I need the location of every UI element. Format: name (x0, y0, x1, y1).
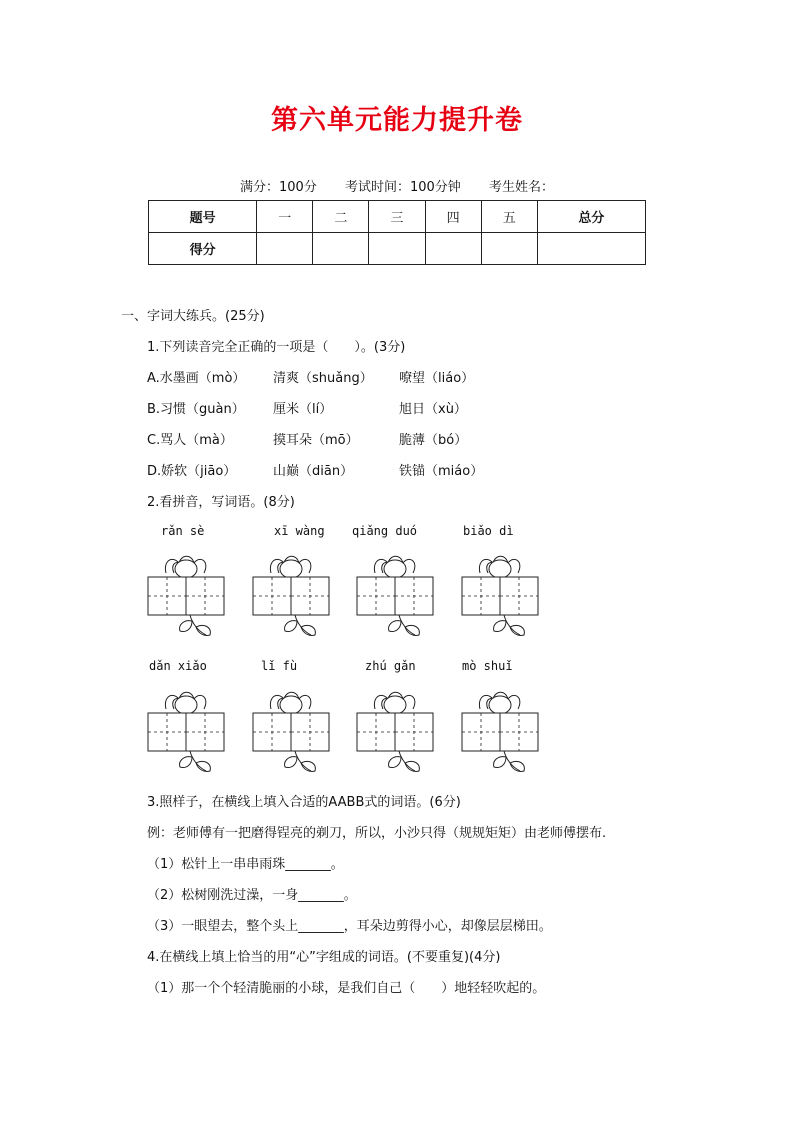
pinyin-label: biǎo dì (463, 524, 514, 538)
exam-info (0, 176, 794, 195)
option-a-3: 嘹望（liáo） (399, 371, 475, 386)
option-d-2: 山巅（diān） (273, 464, 354, 479)
pinyin-label: qiǎng duó (352, 524, 418, 538)
score-input-cell[interactable] (537, 233, 645, 265)
writing-box-flower[interactable] (146, 547, 226, 642)
option-c-1: C.骂人（mà） (147, 433, 233, 448)
option-b-1: B.习惯（guàn） (147, 402, 245, 417)
score-cell: 得分 (149, 233, 257, 265)
fill-blank-item[interactable]: （1）那一个个轻清脆丽的小球，是我们自己（ ）地轻轻吹起的。 (147, 981, 546, 996)
pinyin-label: xī wàng (274, 524, 325, 538)
score-cell: 一 (257, 201, 313, 233)
score-input-cell[interactable] (257, 233, 313, 265)
writing-box-flower[interactable] (355, 683, 435, 778)
option-c-2: 摸耳朵（mō） (273, 433, 359, 448)
writing-box-flower[interactable] (251, 683, 331, 778)
score-table-score-row (149, 233, 646, 265)
writing-box-flower[interactable] (251, 547, 331, 642)
option-b-2: 厘米（lí） (273, 402, 333, 417)
page-title: 第六单元能力提升卷 (271, 105, 523, 136)
pinyin-label: zhú gǎn (365, 659, 416, 673)
example-sentence: 例：老师傅有一把磨得锃亮的剃刀，所以，小沙只得（规规矩矩）由老师傅摆布. (147, 826, 607, 841)
question-prompt: 3.照样子，在横线上填入合适的AABB式的词语。(6分) (147, 795, 461, 810)
fill-blank-item[interactable]: （3）一眼望去，整个头上_______，耳朵边剪得小心，却像层层梯田。 (147, 919, 552, 934)
option-d-1: D.娇软（jiāo） (147, 464, 237, 479)
score-cell: 二 (313, 201, 369, 233)
student-name-label: 考生姓名： (488, 180, 554, 195)
pinyin-label: dǎn xiǎo (149, 659, 207, 673)
pinyin-label: mò shuǐ (462, 659, 513, 673)
writing-box-flower[interactable] (355, 547, 435, 642)
pinyin-label: rǎn sè (161, 524, 205, 538)
score-table-header-row (149, 201, 646, 233)
writing-box-flower[interactable] (146, 683, 226, 778)
option-c-3: 脆薄（bó） (399, 433, 468, 448)
fill-blank-item[interactable]: （2）松树刚洗过澡，一身_______。 (147, 888, 357, 903)
section-heading: 一、字词大练兵。(25分) (121, 309, 265, 324)
score-input-cell[interactable] (313, 233, 369, 265)
full-score: 满分：100分 (240, 180, 317, 195)
score-cell: 四 (425, 201, 481, 233)
writing-box-flower[interactable] (460, 547, 540, 642)
option-b-3: 旭日（xù） (399, 402, 467, 417)
exam-time: 考试时间：100分钟 (344, 180, 461, 195)
score-cell: 五 (481, 201, 537, 233)
pinyin-label: lǐ fù (261, 659, 298, 673)
question-prompt: 2.看拼音，写词语。(8分) (147, 495, 295, 510)
fill-blank-item[interactable]: （1）松针上一串串雨珠_______。 (147, 857, 344, 872)
writing-box-flower[interactable] (460, 683, 540, 778)
score-input-cell[interactable] (481, 233, 537, 265)
score-input-cell[interactable] (369, 233, 425, 265)
score-input-cell[interactable] (425, 233, 481, 265)
score-table (148, 200, 646, 265)
option-a-1: A.水墨画（mò） (147, 371, 246, 386)
question-prompt: 4.在横线上填上恰当的用“心”字组成的词语。(不要重复)(4分) (147, 950, 501, 965)
score-cell: 三 (369, 201, 425, 233)
score-cell: 总分 (537, 201, 645, 233)
question-prompt: 1.下列读音完全正确的一项是（ ）。(3分) (147, 340, 406, 355)
score-cell: 题号 (149, 201, 257, 233)
option-a-2: 清爽（shuǎng） (273, 371, 373, 386)
option-d-3: 铁锚（miáo） (399, 464, 484, 479)
